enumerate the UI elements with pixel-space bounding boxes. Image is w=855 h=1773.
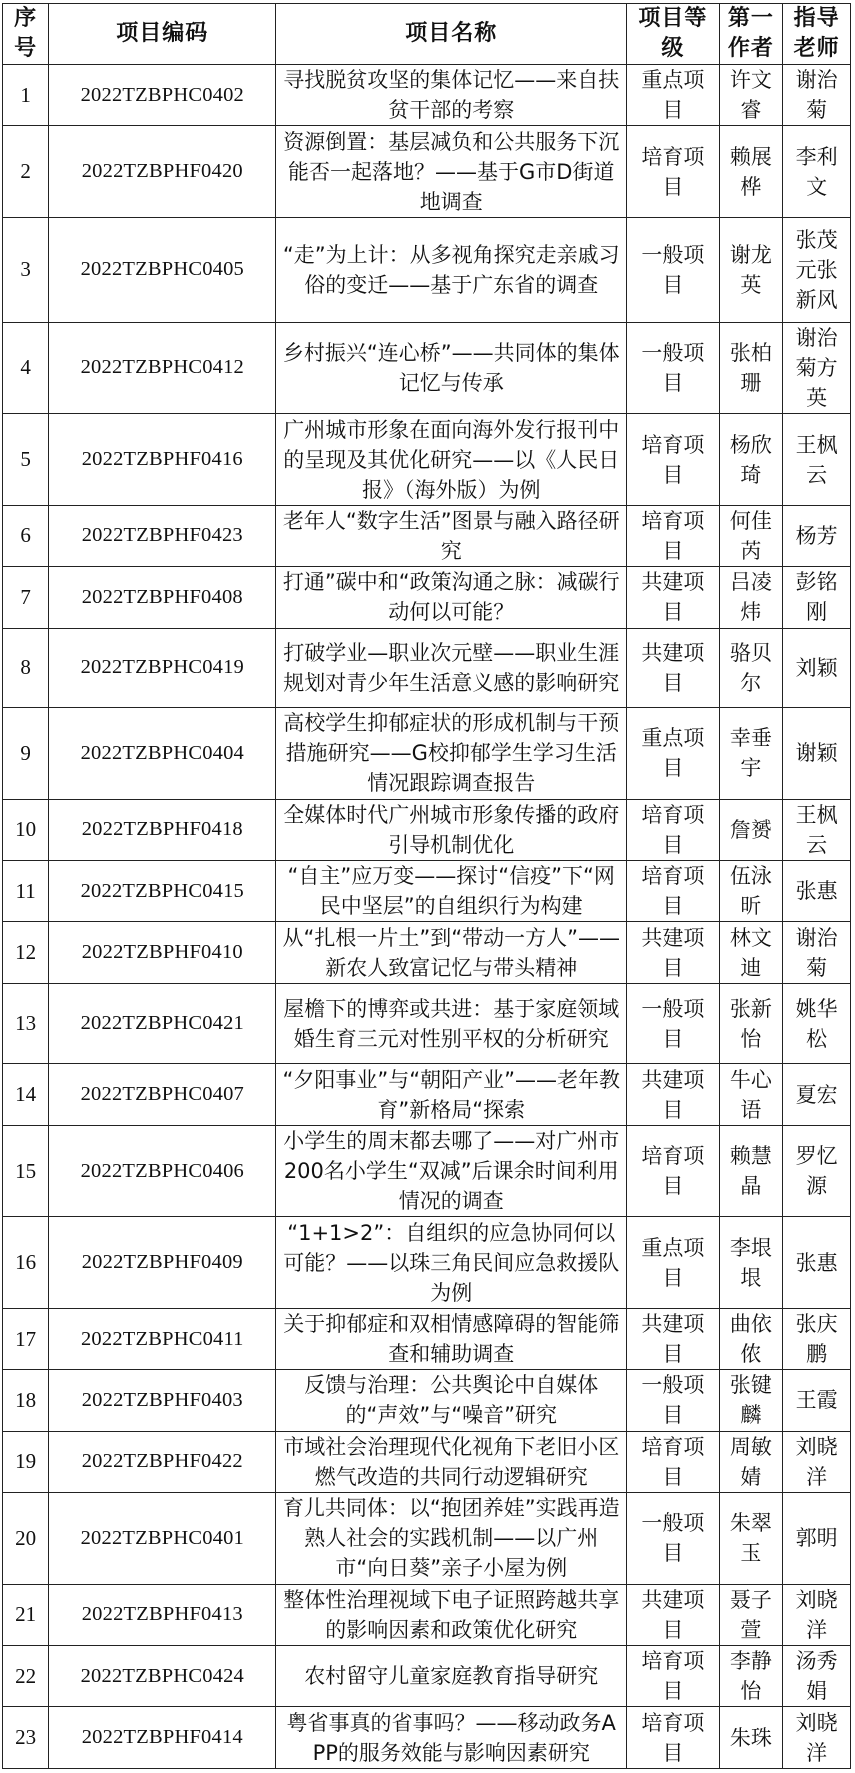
row-author: 朱珠 [719,1707,782,1769]
row-code: 2022TZBPHC0419 [49,628,276,708]
row-name: 资源倒置：基层减负和公共服务下沉能否一起落地？——基于G市D街道地调查 [276,126,627,218]
row-code: 2022TZBPHF0418 [49,799,276,860]
row-advisor: 杨芳 [783,505,851,566]
table-row [3,414,851,506]
row-author: 幸垂宇 [719,708,782,800]
table-row [3,65,851,126]
row-index: 19 [3,1431,49,1492]
row-name: 打通”碳中和“政策沟通之脉：减碳行动何以可能？ [276,567,627,628]
row-index: 16 [3,1217,49,1309]
row-level: 培育项目 [627,799,720,860]
row-index: 21 [3,1584,49,1645]
table-row [3,1646,851,1707]
table-row [3,1493,851,1585]
table-row [3,1217,851,1309]
row-name: “1+1>2”：自组织的应急协同何以可能？——以珠三角民间应急救援队为例 [276,1217,627,1309]
table-row [3,1707,851,1769]
row-name: 广州城市形象在面向海外发行报刊中的呈现及其优化研究——以《人民日报》（海外版）为例 [276,414,627,506]
row-name: “走”为上计：从多视角探究走亲戚习俗的变迁——基于广东省的调查 [276,217,627,322]
row-advisor: 罗忆源 [783,1125,851,1217]
row-level: 一般项目 [627,322,720,414]
row-advisor: 王枫云 [783,799,851,860]
row-author: 李静怡 [719,1646,782,1707]
row-code: 2022TZBPHC0402 [49,65,276,126]
row-author: 谢龙英 [719,217,782,322]
header-advisor: 指导老师 [783,4,851,65]
row-code: 2022TZBPHC0412 [49,322,276,414]
table-row [3,1584,851,1645]
row-code: 2022TZBPHF0408 [49,567,276,628]
header-author: 第一作者 [719,4,782,65]
row-advisor: 汤秀娟 [783,1646,851,1707]
row-author: 周敏婧 [719,1431,782,1492]
row-code: 2022TZBPHF0420 [49,126,276,218]
row-level: 培育项目 [627,505,720,566]
row-level: 培育项目 [627,1125,720,1217]
row-code: 2022TZBPHC0411 [49,1308,276,1369]
row-code: 2022TZBPHC0424 [49,1646,276,1707]
table-row [3,505,851,566]
row-name: 高校学生抑郁症状的形成机制与干预措施研究——G校抑郁学生学习生活情况跟踪调查报告 [276,708,627,800]
row-level: 共建项目 [627,1064,720,1125]
row-level: 一般项目 [627,983,720,1064]
row-author: 李垠垠 [719,1217,782,1309]
row-advisor: 张庆鹏 [783,1308,851,1369]
row-name: 屋檐下的博弈或共进：基于家庭领域婚生育三元对性别平权的分析研究 [276,983,627,1064]
row-author: 伍泳昕 [719,861,782,922]
row-name: 全媒体时代广州城市形象传播的政府引导机制优化 [276,799,627,860]
row-advisor: 姚华松 [783,983,851,1064]
row-code: 2022TZBPHC0421 [49,983,276,1064]
row-name: 育儿共同体：以“抱团养娃”实践再造熟人社会的实践机制——以广州市“向日葵”亲子小屋为例 [276,1493,627,1585]
table-row [3,126,851,218]
row-level: 培育项目 [627,1431,720,1492]
row-author: 杨欣琦 [719,414,782,506]
row-code: 2022TZBPHF0422 [49,1431,276,1492]
table-row [3,567,851,628]
table-row [3,628,851,708]
row-author: 何佳芮 [719,505,782,566]
table-row [3,1125,851,1217]
row-advisor: 刘晓洋 [783,1707,851,1769]
row-author: 许文睿 [719,65,782,126]
row-name: 反馈与治理：公共舆论中自媒体的“声效”与“噪音”研究 [276,1370,627,1431]
row-index: 9 [3,708,49,800]
row-code: 2022TZBPHF0414 [49,1707,276,1769]
row-advisor: 郭明 [783,1493,851,1585]
row-level: 培育项目 [627,1646,720,1707]
row-advisor: 谢治菊 [783,65,851,126]
table-row [3,1431,851,1492]
row-author: 张新怡 [719,983,782,1064]
row-code: 2022TZBPHF0416 [49,414,276,506]
row-name: 打破学业—职业次元壁——职业生涯规划对青少年生活意义感的影响研究 [276,628,627,708]
row-author: 聂子萱 [719,1584,782,1645]
row-index: 14 [3,1064,49,1125]
row-index: 4 [3,322,49,414]
row-index: 22 [3,1646,49,1707]
row-advisor: 谢治菊 [783,922,851,983]
row-name: “夕阳事业”与“朝阳产业”——老年教育”新格局“探索 [276,1064,627,1125]
row-index: 1 [3,65,49,126]
row-code: 2022TZBPHC0415 [49,861,276,922]
row-code: 2022TZBPHC0401 [49,1493,276,1585]
header-name: 项目名称 [276,4,627,65]
row-name: 乡村振兴“连心桥”——共同体的集体记忆与传承 [276,322,627,414]
row-code: 2022TZBPHC0406 [49,1125,276,1217]
row-code: 2022TZBPHC0404 [49,708,276,800]
table-row [3,322,851,414]
row-level: 一般项目 [627,1493,720,1585]
row-code: 2022TZBPHF0410 [49,922,276,983]
row-level: 重点项目 [627,1217,720,1309]
table-row [3,217,851,322]
row-code: 2022TZBPHF0413 [49,1584,276,1645]
header-code: 项目编码 [49,4,276,65]
row-level: 共建项目 [627,1308,720,1369]
row-level: 一般项目 [627,217,720,322]
row-index: 18 [3,1370,49,1431]
row-advisor: 张惠 [783,1217,851,1309]
row-advisor: 夏宏 [783,1064,851,1125]
row-advisor: 谢颖 [783,708,851,800]
row-advisor: 李利文 [783,126,851,218]
table-row [3,1064,851,1125]
row-author: 曲依侬 [719,1308,782,1369]
row-advisor: 张茂元张新风 [783,217,851,322]
row-index: 13 [3,983,49,1064]
row-name: 从“扎根一片土”到“带动一方人”——新农人致富记忆与带头精神 [276,922,627,983]
row-author: 张键麟 [719,1370,782,1431]
row-author: 骆贝尔 [719,628,782,708]
table-row [3,1370,851,1431]
row-advisor: 张惠 [783,861,851,922]
row-index: 3 [3,217,49,322]
row-name: 农村留守儿童家庭教育指导研究 [276,1646,627,1707]
row-level: 重点项目 [627,708,720,800]
row-advisor: 刘晓洋 [783,1431,851,1492]
row-name: 粤省事真的省事吗？——移动政务APP的服务效能与影响因素研究 [276,1707,627,1769]
row-index: 11 [3,861,49,922]
row-code: 2022TZBPHC0405 [49,217,276,322]
row-advisor: 王枫云 [783,414,851,506]
row-name: 关于抑郁症和双相情感障碍的智能筛查和辅助调查 [276,1308,627,1369]
row-name: 寻找脱贫攻坚的集体记忆——来自扶贫干部的考察 [276,65,627,126]
row-author: 赖展桦 [719,126,782,218]
row-index: 6 [3,505,49,566]
row-level: 一般项目 [627,1370,720,1431]
row-level: 培育项目 [627,861,720,922]
row-level: 培育项目 [627,414,720,506]
row-index: 5 [3,414,49,506]
row-author: 詹赟 [719,799,782,860]
row-index: 8 [3,628,49,708]
table-row [3,861,851,922]
table-row [3,708,851,800]
table-header-row [3,4,851,65]
row-author: 朱翠玉 [719,1493,782,1585]
row-index: 23 [3,1707,49,1769]
row-index: 15 [3,1125,49,1217]
row-author: 张柏珊 [719,322,782,414]
row-index: 7 [3,567,49,628]
row-index: 17 [3,1308,49,1369]
table-row [3,983,851,1064]
row-advisor: 王霞 [783,1370,851,1431]
row-advisor: 刘晓洋 [783,1584,851,1645]
row-level: 重点项目 [627,65,720,126]
row-advisor: 刘颖 [783,628,851,708]
project-table [2,3,851,1769]
row-advisor: 谢治菊方英 [783,322,851,414]
row-index: 2 [3,126,49,218]
row-author: 吕凌炜 [719,567,782,628]
row-index: 12 [3,922,49,983]
row-author: 赖慧晶 [719,1125,782,1217]
row-author: 牛心语 [719,1064,782,1125]
header-index: 序号 [3,4,49,65]
table-row [3,1308,851,1369]
row-code: 2022TZBPHF0423 [49,505,276,566]
row-level: 培育项目 [627,126,720,218]
row-level: 共建项目 [627,567,720,628]
row-name: 市域社会治理现代化视角下老旧小区燃气改造的共同行动逻辑研究 [276,1431,627,1492]
row-level: 共建项目 [627,922,720,983]
row-code: 2022TZBPHC0407 [49,1064,276,1125]
table-row [3,922,851,983]
row-author: 林文迪 [719,922,782,983]
header-level: 项目等级 [627,4,720,65]
row-code: 2022TZBPHF0409 [49,1217,276,1309]
row-index: 20 [3,1493,49,1585]
row-code: 2022TZBPHF0403 [49,1370,276,1431]
row-name: 整体性治理视域下电子证照跨越共享的影响因素和政策优化研究 [276,1584,627,1645]
table-row [3,799,851,860]
row-level: 培育项目 [627,1707,720,1769]
row-advisor: 彭铭刚 [783,567,851,628]
row-level: 共建项目 [627,628,720,708]
row-name: 老年人“数字生活”图景与融入路径研究 [276,505,627,566]
row-name: 小学生的周末都去哪了——对广州市200名小学生“双减”后课余时间利用情况的调查 [276,1125,627,1217]
row-index: 10 [3,799,49,860]
row-name: “自主”应万变——探讨“信疫”下“网民中坚层”的自组织行为构建 [276,861,627,922]
row-level: 共建项目 [627,1584,720,1645]
